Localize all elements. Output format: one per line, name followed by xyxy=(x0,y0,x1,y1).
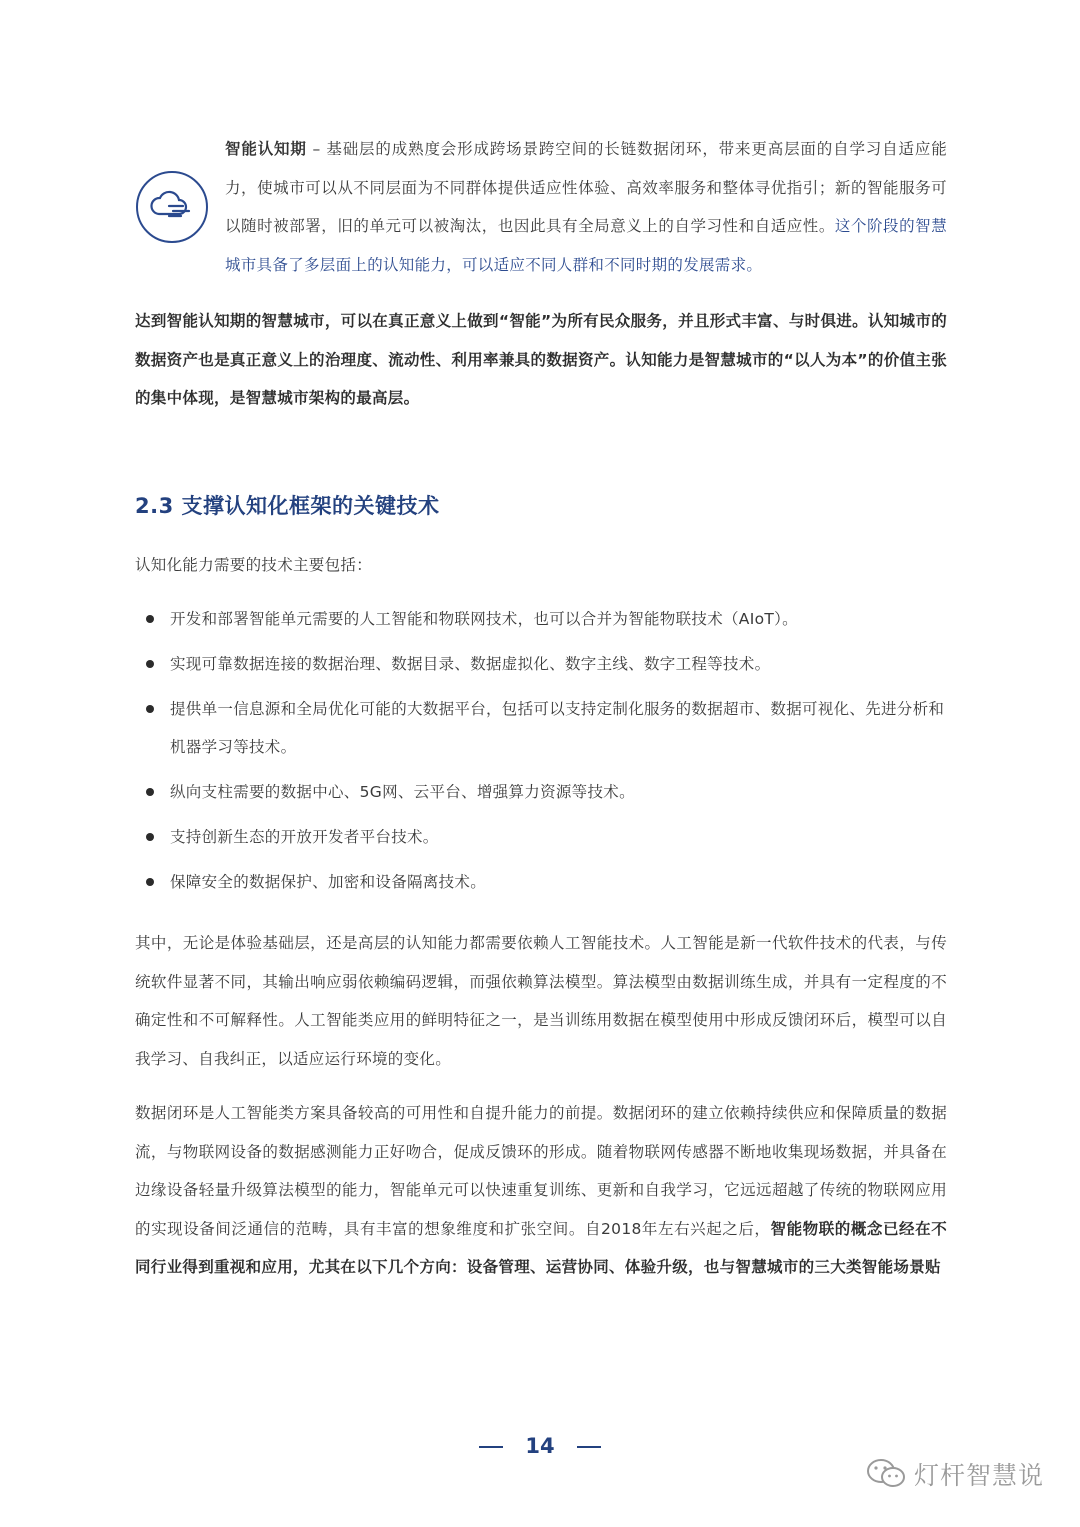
bullet-dot-icon xyxy=(146,615,154,623)
list-item-text: 纵向支柱需要的数据中心、5G网、云平台、增强算力资源等技术。 xyxy=(170,783,635,801)
summary-paragraph: 达到智能认知期的智慧城市，可以在真正意义上做到“智能”为所有民众服务，并且形式丰富、与时俱进。认知城市的数据资产也是真正意义上的治理度、流动性、利用率兼具的数据资产。认知能力是智慧城市的“以人为本”的价值主张的集中体现，是智慧城市架构的最高层。 xyxy=(135,312,947,407)
callout-term: 智能认知期 xyxy=(225,140,307,158)
list-item xyxy=(135,690,947,766)
list-item xyxy=(135,773,947,811)
list-item xyxy=(135,645,947,683)
watermark-text: 灯杆智慧说 xyxy=(913,1461,1044,1490)
page-dash-right xyxy=(577,1446,601,1448)
data-loop-text: 数据闭环是人工智能类方案具备较高的可用性和自提升能力的前提。数据闭环的建立依赖持续供应和保障质量的数据流，与物联网设备的数据感测能力正好吻合，促成反馈环的形成。随着物联网传感器不断地收集现场数据，并具备在边缘设备轻量升级算法模型的能力，智能单元可以快速重复训练、更新和自我学习，它远远超越了传统的物联网应用的实现设备间泛通信的范畴，具有丰富的想象维度和扩张空间。自2018年左右兴起之后， xyxy=(135,1104,947,1238)
page-number xyxy=(0,1434,1080,1458)
section-title: 2.3 支撑认知化框架的关键技术 xyxy=(135,494,440,518)
section-intro: 认知化能力需要的技术主要包括： xyxy=(135,556,373,574)
list-item-text: 开发和部署智能单元需要的人工智能和物联网技术，也可以合并为智能物联技术（AIoT）。 xyxy=(170,610,798,628)
callout-body: 基础层的成熟度会形成跨场景跨空间的长链数据闭环，带来更高层面的自学习自适应能力，使城市可以从不同层面为不同群体提供适应性体验、高效率服务和整体寻优指引；新的智能服务可以随时被部署，旧的单元可以被淘汰，也因此具有全局意义上的自学习性和自适应性。 xyxy=(225,140,947,235)
list-item-text: 支持创新生态的开放开发者平台技术。 xyxy=(170,828,439,846)
bullet-dot-icon xyxy=(146,705,154,713)
wechat-icon xyxy=(866,1457,906,1491)
data-loop-paragraph xyxy=(135,1094,947,1287)
list-item xyxy=(135,863,947,901)
tech-bullet-list xyxy=(135,600,947,908)
list-item-text: 提供单一信息源和全局优化可能的大数据平台，包括可以支持定制化服务的数据超市、数据可视化、先进分析和机器学习等技术。 xyxy=(170,700,945,756)
bullet-dot-icon xyxy=(146,833,154,841)
list-item-text: 实现可靠数据连接的数据治理、数据目录、数据虚拟化、数字主线、数字工程等技术。 xyxy=(170,655,771,673)
list-item xyxy=(135,818,947,856)
callout-text xyxy=(225,130,947,284)
callout-highlight: 这个阶段的智慧城市具备了多层面上的认知能力，可以适应不同人群和不同时期的发展需求。 xyxy=(225,217,947,274)
ai-paragraph: 其中，无论是体验基础层，还是高层的认知能力都需要依赖人工智能技术。人工智能是新一代软件技术的代表，与传统软件显著不同，其输出响应弱依赖编码逻辑，而强依赖算法模型。算法模型由数据训练生成，并具有一定程度的不确定性和不可解释性。人工智能类应用的鲜明特征之一，是当训练用数据在模型使用中形成反馈闭环后，模型可以自我学习、自我纠正，以适应运行环境的变化。 xyxy=(135,934,947,1068)
page-number-value: 14 xyxy=(525,1434,555,1458)
wechat-watermark xyxy=(866,1456,1044,1492)
bullet-dot-icon xyxy=(146,878,154,886)
page-dash-left xyxy=(479,1446,503,1448)
callout-separator: – xyxy=(306,140,327,158)
list-item-text: 保障安全的数据保护、加密和设备隔离技术。 xyxy=(170,873,487,891)
cloud-data-icon xyxy=(135,170,209,244)
data-loop-bold-text: 智能物联的概念已经在不同行业得到重视和应用，尤其在以下几个方向：设备管理、运营协同、体验升级，也与智慧城市的三大类智能场景贴 xyxy=(135,1219,947,1276)
bullet-dot-icon xyxy=(146,788,154,796)
list-item xyxy=(135,600,947,638)
bullet-dot-icon xyxy=(146,660,154,668)
